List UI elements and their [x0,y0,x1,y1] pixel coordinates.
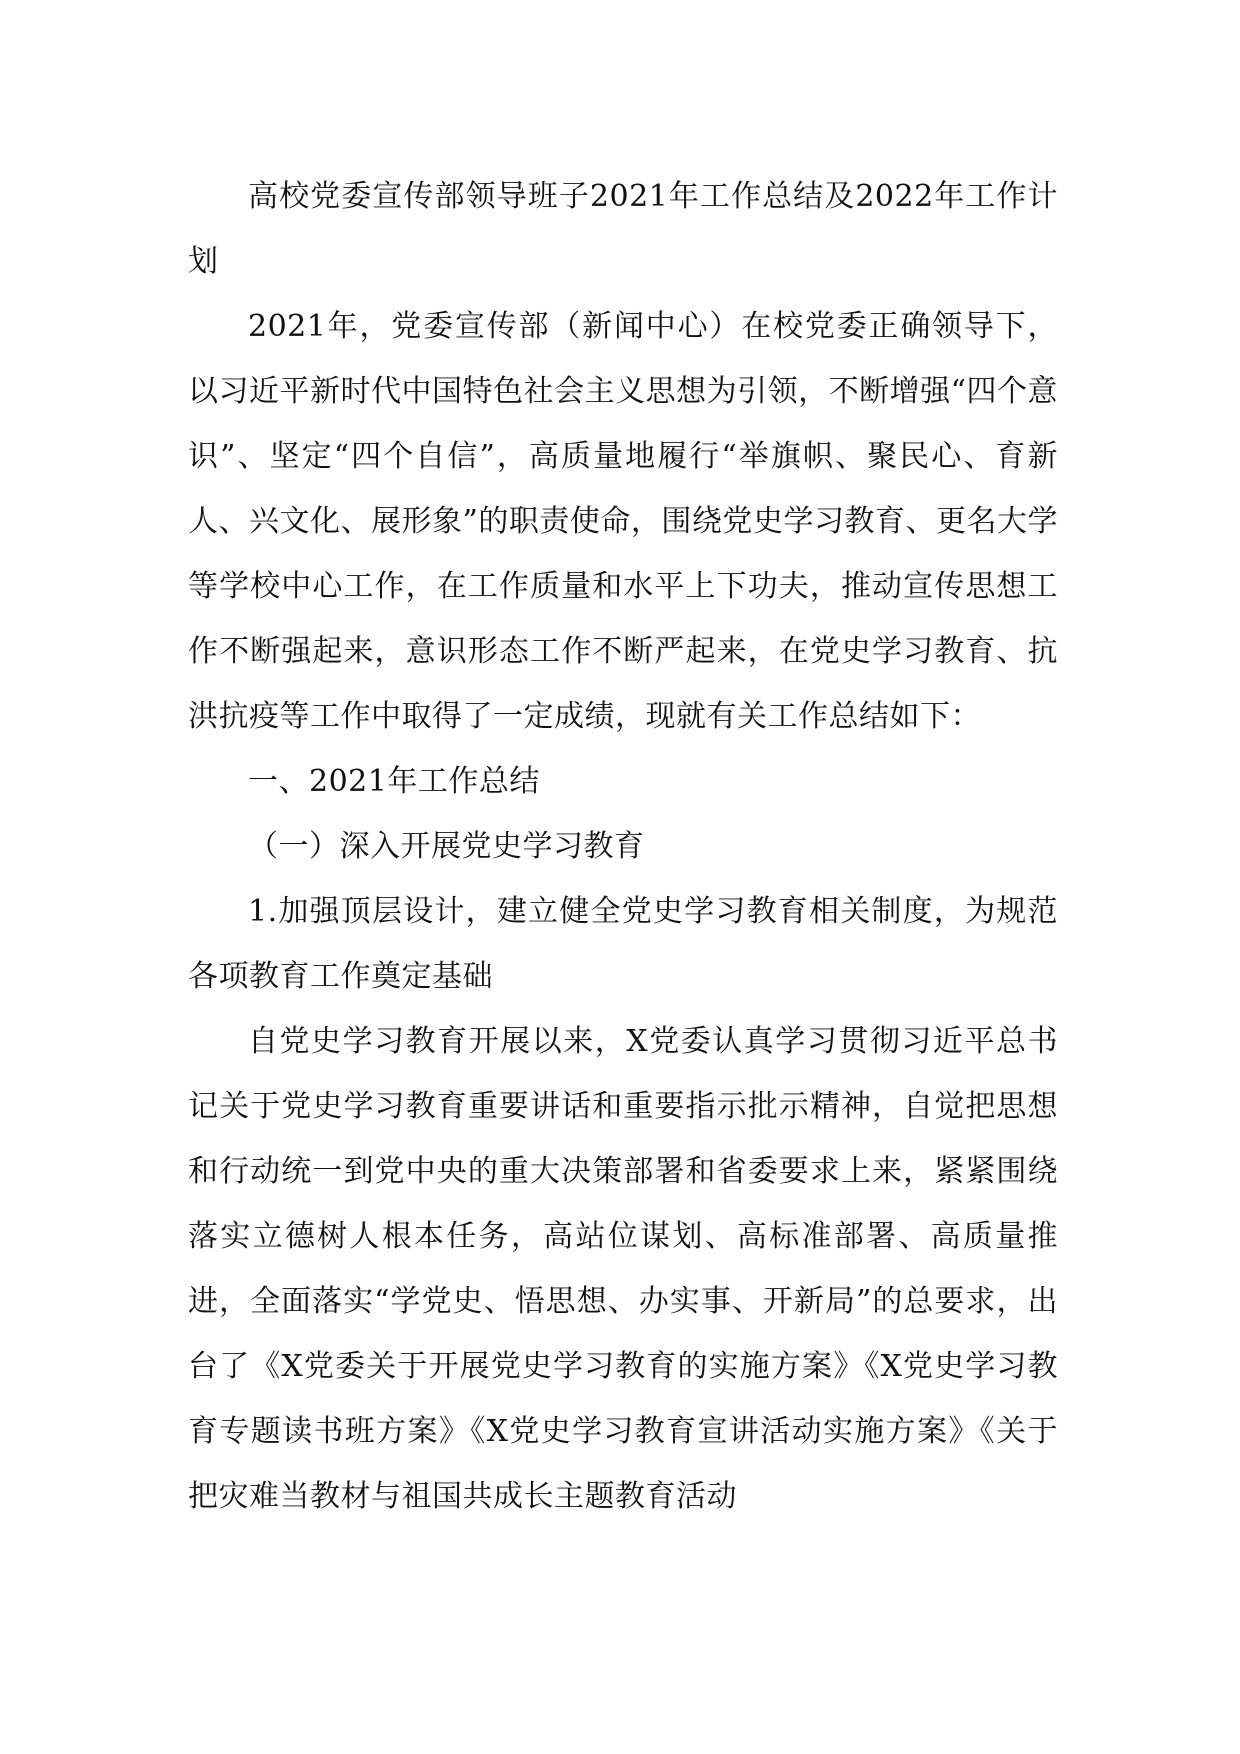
intro-paragraph: 2021年，党委宣传部（新闻中心）在校党委正确领导下，以习近平新时代中国特色社会主义思想为引领，不断增强“四个意识”、坚定“四个自信”，高质量地履行“举旗帜、聚民心、育新人、兴文化、展形象”的职责使命，围绕党史学习教育、更名大学等学校中心工作，在工作质量和水平上下功夫，推动宣传思想工作不断强起来，意识形态工作不断严起来，在党史学习教育、抗洪抗疫等工作中取得了一定成绩，现就有关工作总结如下： [188,309,1058,734]
section-heading: 一、2021年工作总结 [248,764,540,799]
document-title: 高校党委宣传部领导班子2021年工作总结及2022年工作计划 [188,179,1058,279]
subsection-heading: （一）深入开展党史学习教育 [248,829,645,864]
item-heading: 1.加强顶层设计，建立健全党史学习教育相关制度，为规范各项教育工作奠定基础 [188,894,1058,994]
body-paragraph: 自党史学习教育开展以来，X党委认真学习贯彻习近平总书记关于党史学习教育重要讲话和重要指示批示精神，自觉把思想和行动统一到党中央的重大决策部署和省委要求上来，紧紧围绕落实立德树人根本任务，高站位谋划、高标准部署、高质量推进，全面落实“学党史、悟思想、办实事、开新局”的总要求，出台了《X党委关于开展党史学习教育的实施方案》《X党史学习教育专题读书班方案》《X党史学习教育宣讲活动实施方案》《关于把灾难当教材与祖国共成长主题教育活动 [188,1024,1058,1514]
document-body [188,164,1058,1529]
